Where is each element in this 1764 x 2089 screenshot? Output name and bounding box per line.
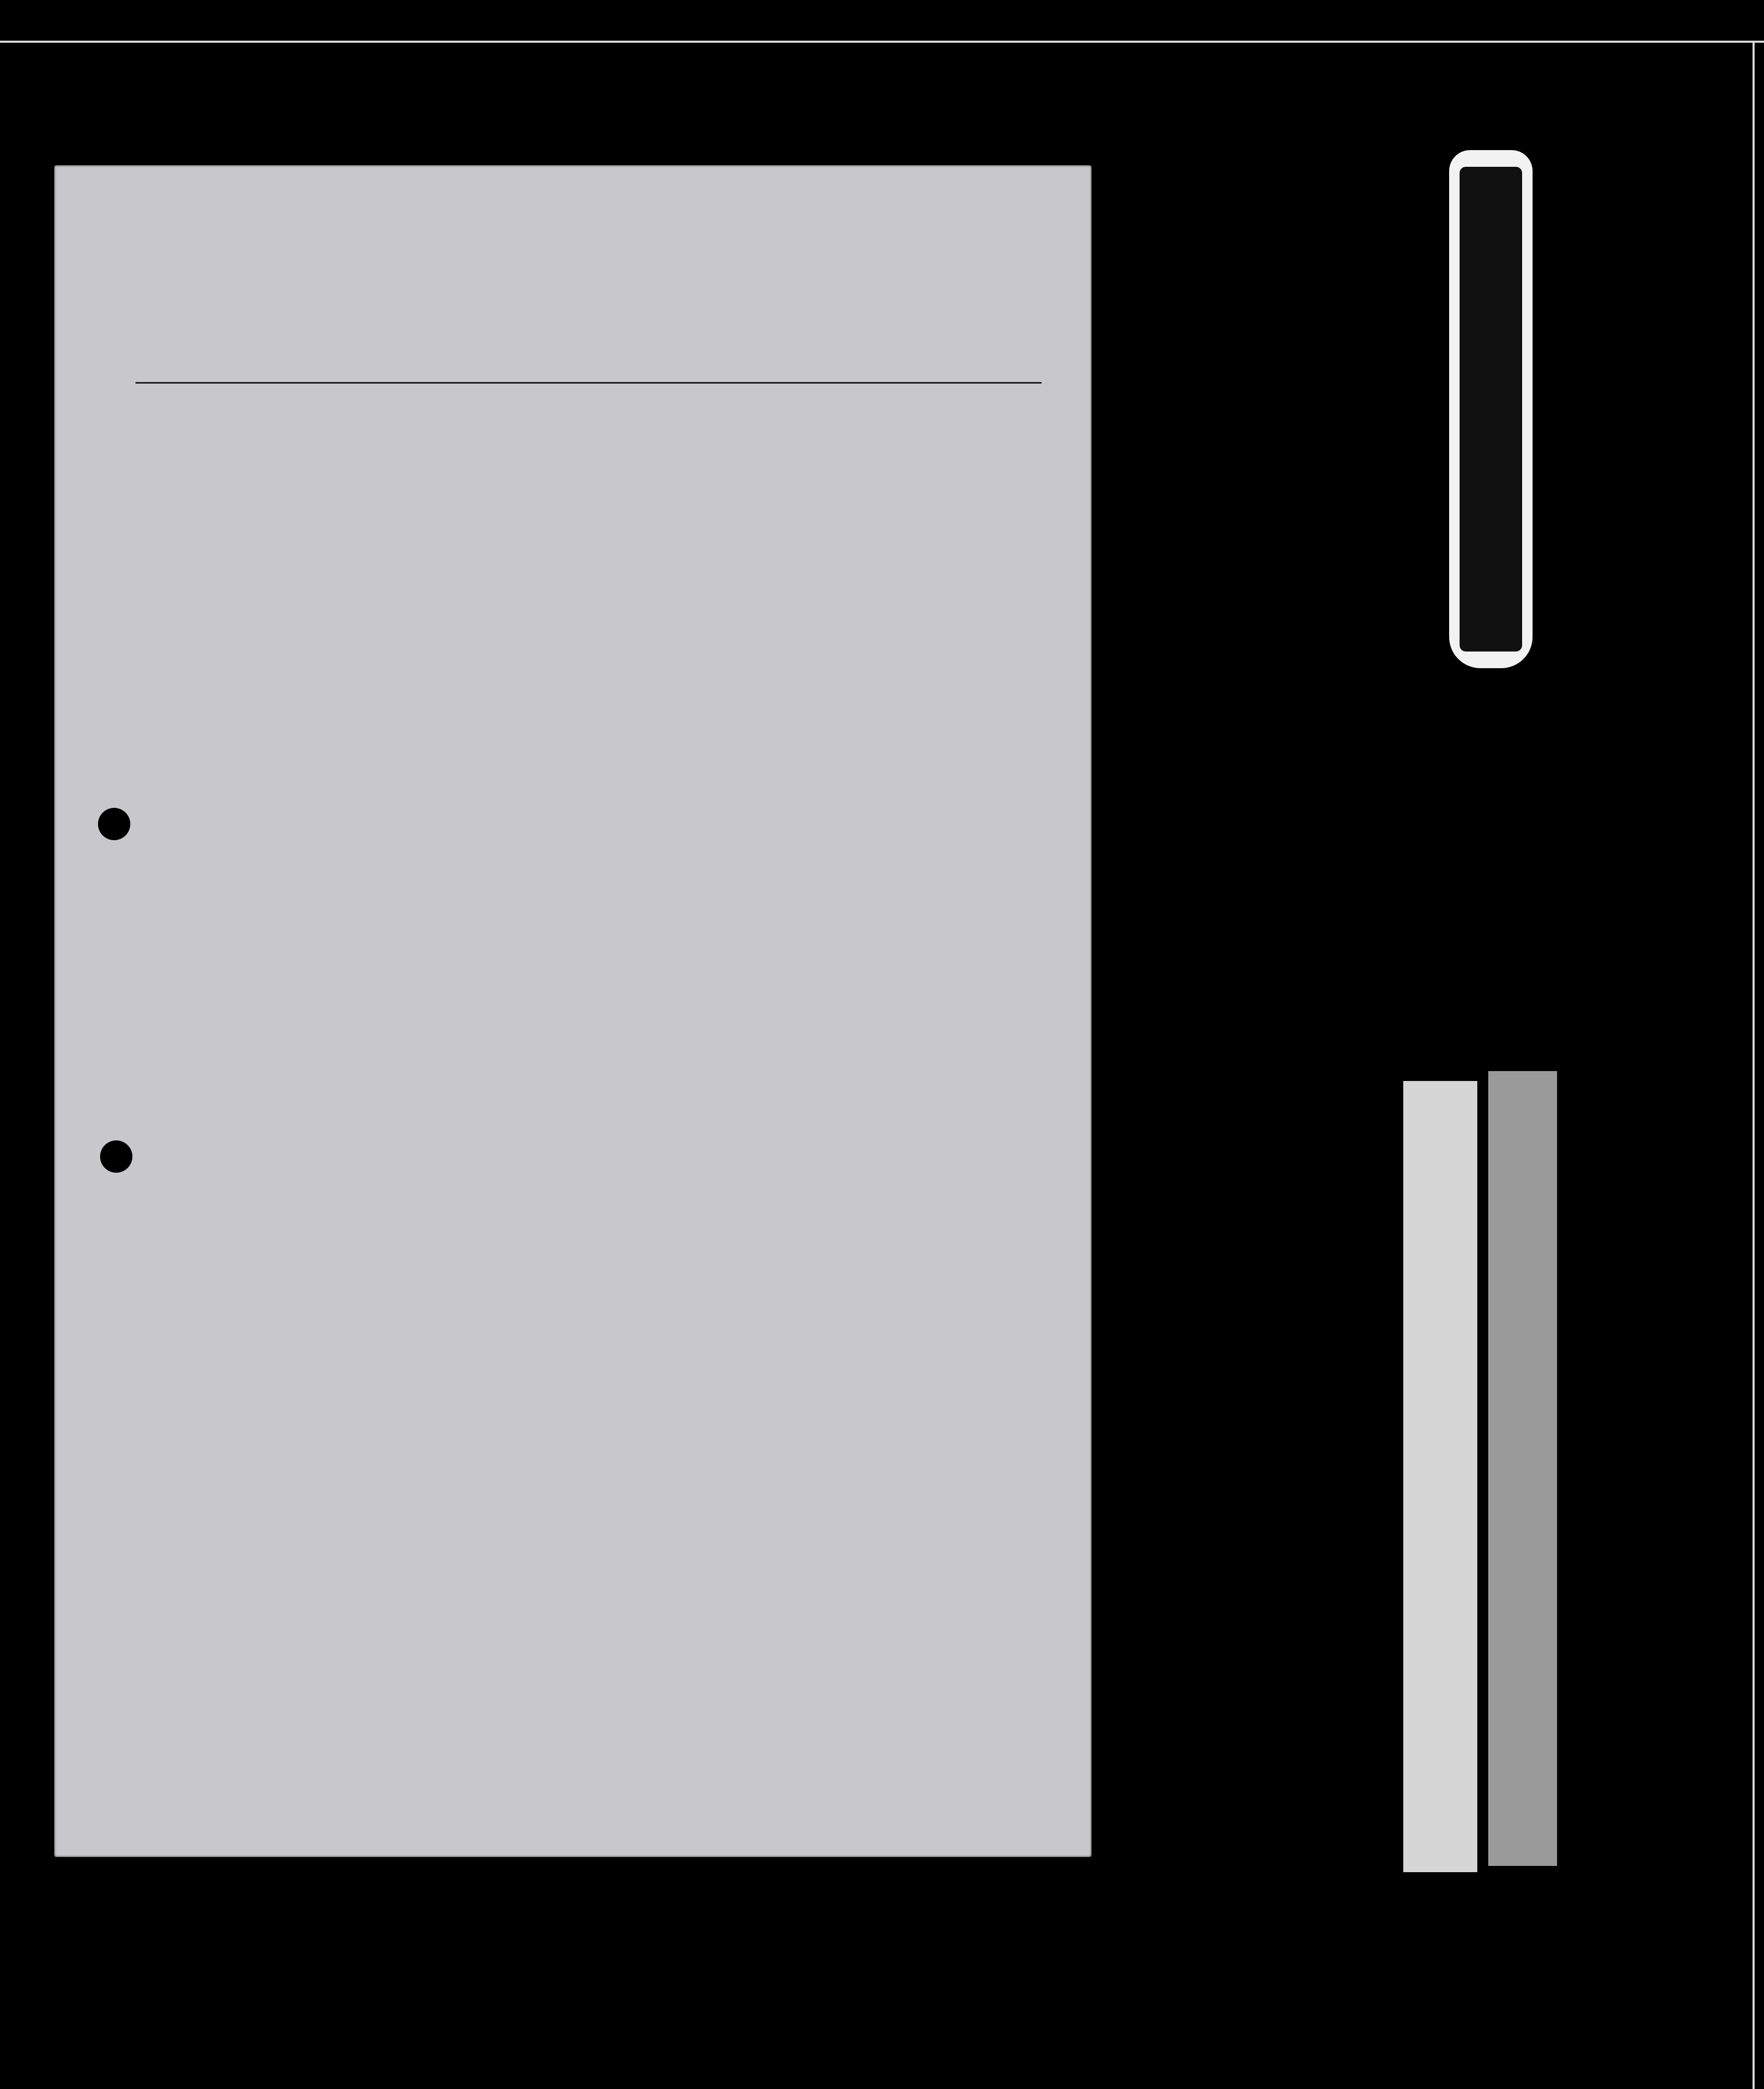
reel-counter-window	[1460, 167, 1522, 652]
frame-top-border	[0, 41, 1764, 43]
archives-label	[1488, 1071, 1557, 1866]
header-rule	[136, 382, 1042, 384]
reference-label	[1403, 1081, 1477, 1872]
punch-hole-top	[98, 808, 130, 840]
reel-counter-strip	[1449, 150, 1533, 668]
document-page	[54, 165, 1092, 1857]
frame-right-border	[1753, 41, 1755, 2089]
punch-hole-bottom	[100, 1140, 132, 1173]
